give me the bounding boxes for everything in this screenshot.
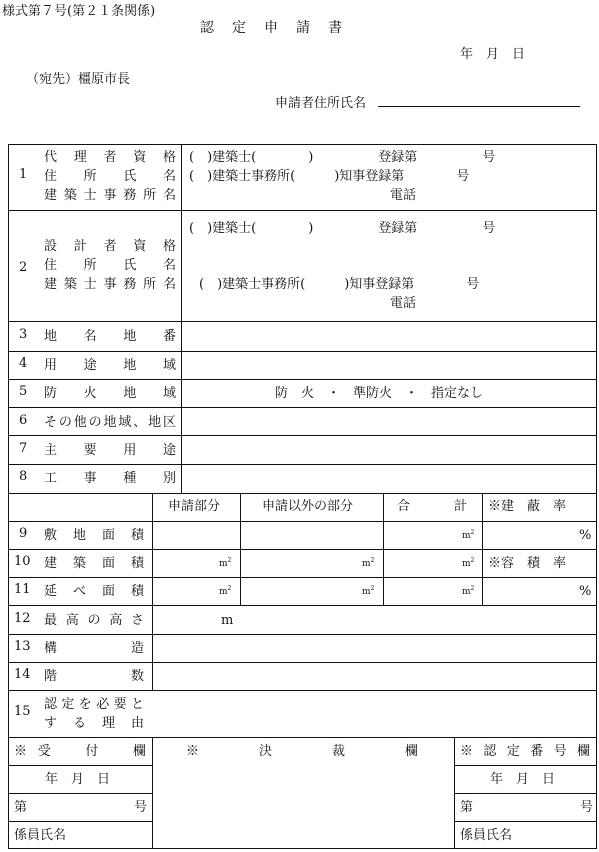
reception-header: ※受 付 欄	[14, 744, 146, 759]
building-total-unit: $m^2$	[462, 557, 475, 569]
row-divider	[8, 634, 597, 635]
row-divider	[454, 765, 597, 766]
row-divider	[8, 379, 597, 380]
row-divider	[454, 821, 597, 822]
applicant-signature-line[interactable]	[378, 106, 580, 107]
reception-no-suffix: 号	[134, 800, 148, 815]
agent-labels	[44, 148, 176, 205]
header-other-part: 申請以外の部分	[262, 499, 354, 514]
reception-staff-label: 係員氏名	[14, 828, 67, 843]
designer-office-line[interactable]: ( )建築士事務所( )知事登録第 号	[199, 277, 480, 292]
certification-staff-label: 係員氏名	[460, 828, 513, 843]
row-number: 13	[14, 639, 31, 654]
addressee: （宛先）橿原市長	[26, 72, 131, 87]
row-number: 15	[14, 704, 31, 719]
row-divider	[8, 435, 597, 436]
col-divider	[482, 493, 483, 605]
building-area-label: 建築面積	[44, 556, 144, 571]
row-divider	[8, 464, 597, 465]
structure-label: 構造	[44, 641, 144, 656]
site-address-label: 地名地番	[44, 329, 176, 344]
designer-architect-line[interactable]: ( )建築士( ) 登録第 号	[189, 221, 496, 236]
row-number: 9	[19, 526, 28, 541]
designer-office-label: 建築士事務所名	[44, 277, 176, 292]
row-divider	[8, 690, 597, 691]
designer-phone-label[interactable]: 電話	[390, 296, 417, 311]
row-number: 1	[19, 167, 28, 182]
reception-date[interactable]: 年 月 日	[45, 772, 111, 787]
designer-labels	[44, 237, 176, 294]
col-divider	[240, 493, 241, 605]
floor-area-label: 延べ面積	[44, 584, 144, 599]
row-divider	[8, 737, 597, 738]
designer-qualification-label: 設計者資格	[44, 239, 176, 254]
floor-area-ratio-label: ※容 積 率	[488, 556, 567, 571]
row-number: 10	[14, 554, 31, 569]
building-applied-unit: $m^2$	[219, 557, 232, 569]
agent-address-label: 住所氏名	[44, 169, 176, 184]
form-number: 様式第７号(第２１条関係)	[2, 4, 156, 19]
site-area-label: 敷地面積	[44, 528, 144, 543]
header-applied-part: 申請部分	[168, 499, 221, 514]
row-number: 14	[14, 667, 31, 682]
row-divider	[8, 321, 597, 322]
reception-no-prefix: 第	[14, 800, 28, 815]
site-total-unit: $m^2$	[462, 529, 475, 541]
agent-office-line[interactable]: ( )建築士事務所( )知事登録第 号	[189, 169, 470, 184]
row-number: 5	[19, 384, 28, 399]
row-divider	[8, 793, 152, 794]
floor-count-label: 階数	[44, 669, 144, 684]
max-height-label: 最高の高さ	[44, 613, 144, 628]
row-divider	[8, 765, 152, 766]
row-divider	[8, 351, 597, 352]
row-number: 6	[19, 413, 28, 428]
agent-qualification-label: 代理者資格	[44, 150, 176, 165]
col-divider	[383, 493, 384, 605]
certification-number-header: ※認定番号欄	[460, 744, 590, 759]
row-divider	[8, 662, 597, 663]
row-divider	[454, 793, 597, 794]
row-divider	[8, 521, 597, 522]
row-number: 12	[14, 611, 31, 626]
row-divider	[8, 821, 152, 822]
work-type-label: 工事種別	[44, 471, 176, 486]
row-number: 7	[19, 441, 28, 456]
document-title: 認 定 申 請 書	[200, 20, 344, 36]
floor-applied-unit: $m^2$	[219, 585, 232, 597]
agent-office-label: 建築士事務所名	[44, 188, 176, 203]
col-divider	[152, 737, 153, 849]
agent-architect-line[interactable]: ( )建築士( ) 登録第 号	[189, 150, 496, 165]
application-date: 年 月 日	[460, 47, 526, 62]
fire-zone-label: 防火地域	[44, 386, 176, 401]
row-divider	[8, 549, 597, 550]
agent-phone-label[interactable]: 電話	[390, 188, 417, 203]
col-divider	[454, 737, 455, 849]
col-divider	[152, 493, 153, 690]
floor-total-unit: $m^2$	[462, 585, 475, 597]
zoning-label: 用途地域	[44, 358, 176, 373]
row-divider	[8, 577, 597, 578]
row-divider	[8, 605, 597, 606]
decision-header: ※ 決 裁 欄	[186, 744, 418, 759]
height-unit: m	[221, 613, 234, 628]
certification-no-prefix: 第	[460, 800, 474, 815]
col-divider	[181, 144, 182, 493]
row-number: 8	[19, 469, 28, 484]
coverage-percent: %	[579, 528, 592, 543]
row-number: 4	[19, 356, 28, 371]
row-divider	[8, 210, 597, 211]
floor-other-unit: $m^2$	[362, 585, 375, 597]
designer-address-label: 住所氏名	[44, 258, 176, 273]
row-divider	[8, 493, 597, 494]
row-number: 2	[19, 260, 28, 275]
header-coverage-ratio: ※建 蔽 率	[488, 499, 567, 514]
certification-date[interactable]: 年 月 日	[490, 772, 556, 787]
row-number: 3	[19, 327, 28, 342]
building-other-unit: $m^2$	[362, 557, 375, 569]
reason-label: 認定を必要と する理由	[44, 697, 144, 731]
fire-zone-options[interactable]: 防 火 ・ 準防火 ・ 指定なし	[275, 386, 484, 401]
header-total: 合 計	[397, 499, 467, 514]
certification-no-suffix: 号	[580, 800, 594, 815]
floor-ratio-percent: %	[579, 584, 592, 599]
row-number: 11	[14, 582, 31, 597]
other-district-label: その他の地域、地区	[44, 415, 176, 430]
main-use-label: 主要用途	[44, 443, 176, 458]
applicant-label: 申請者住所氏名	[275, 96, 367, 111]
row-divider	[8, 407, 597, 408]
